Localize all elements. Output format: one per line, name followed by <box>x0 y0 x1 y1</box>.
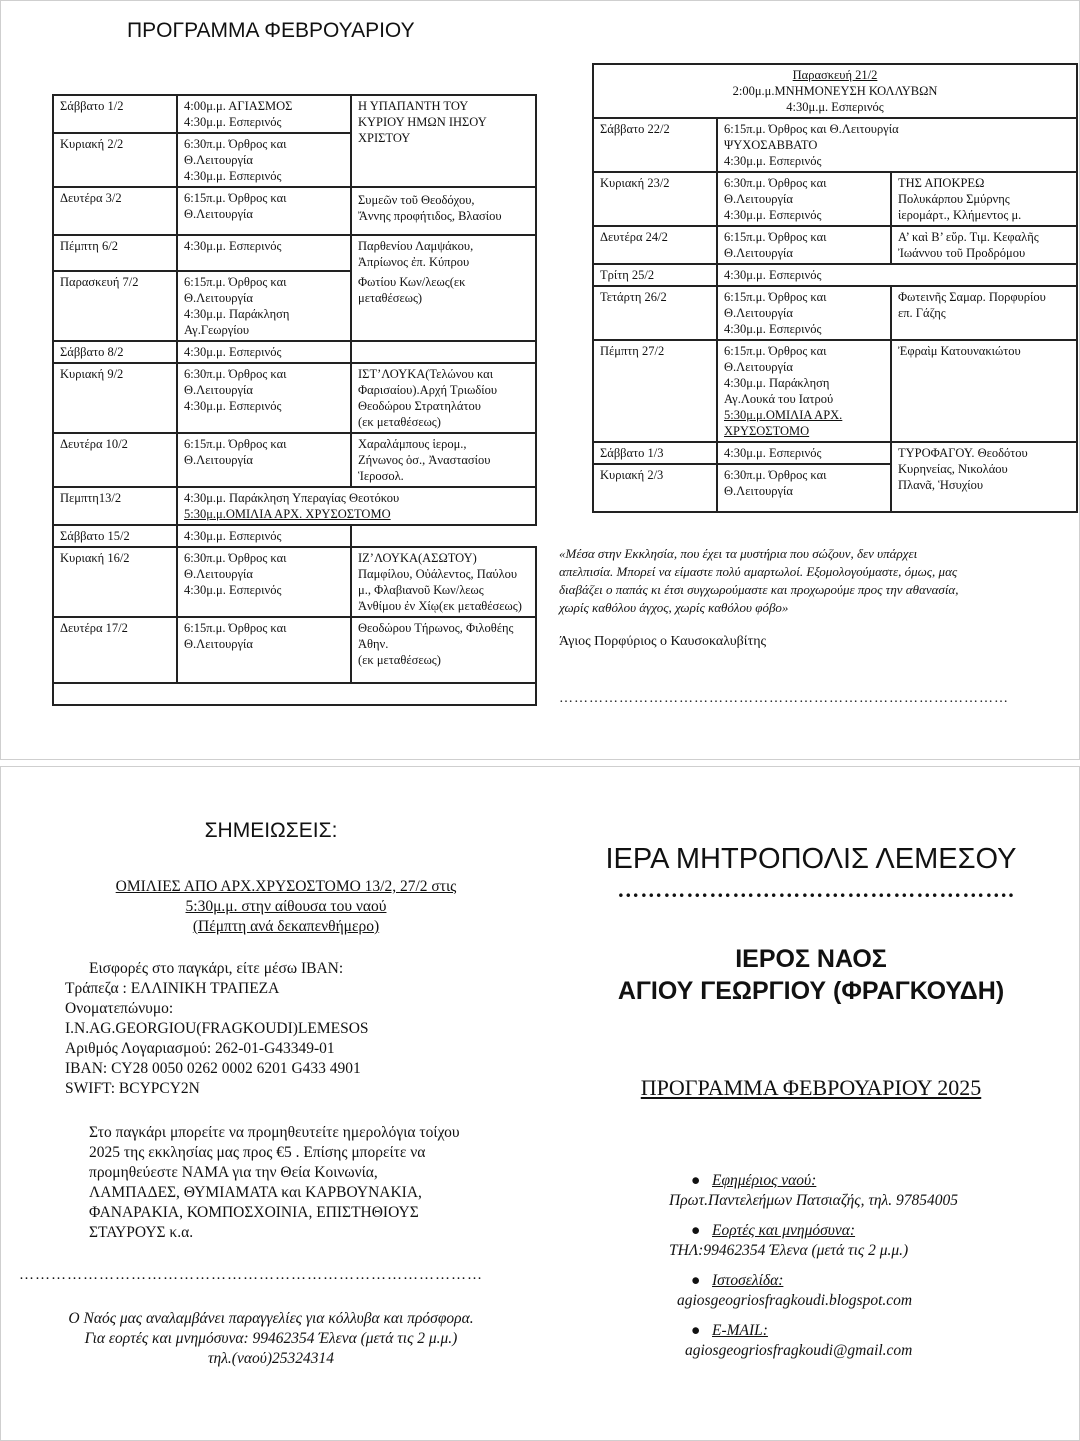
services-cell <box>177 95 351 133</box>
text-line: Φαρισαίου).Αρχή Τριωδίου <box>358 383 498 397</box>
text-line: 4:30μ.μ. Εσπερινός <box>724 446 822 460</box>
text-line: 6:15π.μ. Όρθρος και <box>724 290 827 304</box>
date-cell: Σάββατο 22/2 <box>593 118 717 172</box>
text-line: 6:15π.μ. Όρθρος και <box>184 437 287 451</box>
services-cell <box>177 235 351 271</box>
text-line: Θ.Λειτουργία <box>184 567 253 581</box>
text-line: 6:30π.μ. Όρθρος και <box>184 367 287 381</box>
date-cell: Πέμπτη 6/2 <box>53 235 177 271</box>
text-line: χωρίς καθόλου άγχος, χωρίς καθόλου φόβο» <box>559 600 789 615</box>
services-cell <box>177 341 351 363</box>
text-line: 4:00μ.μ. ΑΓΙΑΣΜΟΣ <box>184 99 293 113</box>
text-line: ΤΗΣ ΑΠΟΚΡΕΩ <box>898 176 985 190</box>
text-line: Θ.Λειτουργία <box>724 306 793 320</box>
contact-label: Εφημέριος ναού: <box>712 1172 817 1189</box>
text-line: Στο παγκάρι μπορείτε να προμηθευτείτε ημερολόγια τοίχου <box>89 1124 460 1141</box>
text-line: 4:30μ.μ. Εσπερινός <box>184 345 282 359</box>
text-line: 2:00μ.μ.ΜΝΗΜΟΝΕΥΣΗ ΚΟΛΛΥΒΩΝ <box>732 84 938 98</box>
program-title: ΠΡΟΓΡΑΜΜΑ ΦΕΒΡΟΥΑΡΙΟΥ 2025 <box>640 1075 982 1100</box>
date-cell: Δευτέρα 3/2 <box>53 187 177 235</box>
text-line: (εκ μεταθέσεως) <box>358 415 441 429</box>
text-line: Θ.Λειτουργία <box>184 291 253 305</box>
text-line: Κυρηνείας, Νικολάου <box>898 462 1008 476</box>
text-line: «Μέσα στην Εκκλησία, που έχει τα μυστήρια που σώζουν, δεν υπάρχει <box>559 546 918 561</box>
date-cell: Δευτέρα 10/2 <box>53 433 177 487</box>
text-line: Πλανᾶ, Ἡσυχίου <box>898 478 984 492</box>
table-row <box>53 683 536 705</box>
services-cell <box>177 547 351 617</box>
text-line: IBAN: CY28 0050 0262 0002 6201 G433 4901 <box>65 1060 361 1077</box>
orders-note <box>21 1309 521 1369</box>
table-row <box>593 64 1077 118</box>
date-cell: Σάββατο 1/2 <box>53 95 177 133</box>
table-row <box>53 341 536 363</box>
date-cell: Παρασκευή 7/2 <box>53 271 177 341</box>
services-cell <box>717 118 1077 172</box>
text-line: διαβάζει ο παπάς κι έτσι συγχωρούμαστε και προχωρούμε προς την αθανασία, <box>559 582 959 597</box>
metropolis-title: ΙΕΡΑ ΜΗΤΡΟΠΟΛΙΣ ΛΕΜΕΣΟΥ <box>605 843 1017 875</box>
feast-cell <box>891 340 1077 442</box>
text-line: Α’ καὶ Β’ εὕρ. Τιμ. Κεφαλῆς <box>898 230 1039 244</box>
text-line: 4:30μ.μ. Εσπερινός <box>724 154 822 168</box>
table-row <box>53 235 536 271</box>
church-name <box>561 943 1061 1007</box>
services-cell <box>177 271 351 341</box>
date-cell: Κυριακή 16/2 <box>53 547 177 617</box>
date-cell: Κυριακή 2/3 <box>593 464 717 512</box>
text-line: SWIFT: BCYPCY2N <box>65 1080 200 1097</box>
text-line: 6:15π.μ. Όρθρος και <box>184 191 287 205</box>
services-cell <box>717 340 891 442</box>
header-cell <box>593 64 1077 118</box>
date-cell: Πεμπτη13/2 <box>53 487 177 525</box>
table-row <box>593 226 1077 264</box>
text-line: Φωτίου Κων/λεως(εκ <box>358 275 466 289</box>
table-row <box>593 286 1077 340</box>
services-cell <box>177 133 351 187</box>
table-row <box>593 264 1077 286</box>
table-row <box>53 487 536 525</box>
date-cell: Τρίτη 25/2 <box>593 264 717 286</box>
table-row <box>53 95 536 133</box>
services-cell <box>177 617 351 683</box>
text-line: Παρθενίου Λαμψάκου, <box>358 239 474 253</box>
text-line: Ἀπρίωνος ἐπ. Κύπρου <box>358 255 470 269</box>
text-line: 6:30π.μ. Όρθρος και <box>184 551 287 565</box>
contact-label: Εορτές και μνημόσυνα: <box>712 1222 856 1239</box>
text-line: Ο Ναός μας αναλαμβάνει παραγγελίες για κόλλυβα και πρόσφορα. <box>68 1310 474 1327</box>
text-line: Ἀνθίμου ἐν Χίῳ(εκ μεταθέσεως) <box>358 599 522 613</box>
text-line: 4:30μ.μ. Εσπερινός <box>724 208 822 222</box>
dotted-separator: ……………………………………………………………………………… <box>559 691 1009 706</box>
text-line: ΧΡΥΣΟΣΤΟΜΟ <box>724 424 810 438</box>
text-line: ΤΥΡΟΦΑΓΟΥ. Θεοδότου <box>898 446 1028 460</box>
table-row <box>53 525 536 547</box>
table-row <box>53 363 536 433</box>
date-cell: Σάββατο 8/2 <box>53 341 177 363</box>
text-line: 4:30μ.μ. Εσπερινός <box>184 529 282 543</box>
feast-cell <box>891 286 1077 340</box>
services-cell <box>717 286 891 340</box>
table-row <box>53 187 536 235</box>
contact-value: ΤΗΛ:99462354 Έλενα (μετά τις 2 μ.μ.) <box>669 1242 909 1259</box>
text-line: 4:30μ.μ. Εσπερινός <box>184 583 282 597</box>
left-schedule-table <box>52 94 537 706</box>
text-line: προμηθεύεστε ΝΑΜΑ για την Θεία Κοινωνία, <box>89 1164 378 1181</box>
text-line: Αγ.Λουκά του Ιατρού <box>724 392 834 406</box>
feast-cell <box>351 235 536 341</box>
contact-email: ● E-MAIL: agiosgeogriosfragkoudi@gmail.com <box>669 1321 1059 1361</box>
services-cell <box>717 442 891 464</box>
text-line: επ. Γάζης <box>898 306 946 320</box>
email-link[interactable]: agiosgeogriosfragkoudi@gmail.com <box>685 1342 913 1359</box>
text-line: 5:30μ.μ.ΟΜΙΛΙΑ ΑΡΧ. <box>724 408 843 422</box>
text-line: Η ΥΠΑΠΑΝΤΗ ΤΟΥ <box>358 99 469 113</box>
text-line: Ονοματεπώνυμο: <box>65 1000 174 1017</box>
feast-cell <box>351 547 536 617</box>
shop-note <box>89 1123 460 1243</box>
website-link[interactable]: agiosgeogriosfragkoudi.blogspot.com <box>677 1292 913 1309</box>
text-line: Θ.Λειτουργία <box>724 484 793 498</box>
text-line: Αγ.Γεωργίου <box>184 323 250 337</box>
feast-cell <box>891 442 1077 512</box>
text-line: Ζήνωνος ὁσ., Ἀναστασίου <box>358 453 491 467</box>
text-line: Θ.Λειτουργία <box>184 153 253 167</box>
contact-label: Ιστοσελίδα: <box>712 1272 784 1289</box>
text-line: απελπισία. Μπορεί να είμαστε πολύ αμαρτωλοί. Εξομολογούμαστε, όμως, μας <box>559 564 958 579</box>
table-row <box>53 433 536 487</box>
table-row <box>593 442 1077 464</box>
services-cell <box>717 226 891 264</box>
date-cell: Πέμπτη 27/2 <box>593 340 717 442</box>
text-line: 4:30μ.μ. Εσπερινός <box>724 322 822 336</box>
services-cell <box>177 187 351 235</box>
text-line: 4:30μ.μ. Εσπερινός <box>184 399 282 413</box>
quote-text <box>559 545 1069 617</box>
text-line: 6:30π.μ. Όρθρος και <box>724 468 827 482</box>
text-line: 4:30μ.μ. Εσπερινός <box>724 268 822 282</box>
text-line: ΣΤΑΥΡΟΥΣ κ.α. <box>89 1224 194 1241</box>
text-line: 6:30π.μ. Όρθρος και <box>724 176 827 190</box>
feast-cell <box>351 187 536 235</box>
text-line: Θ.Λειτουργία <box>184 637 253 651</box>
services-cell <box>717 464 891 512</box>
services-cell <box>177 487 536 525</box>
right-schedule-table <box>592 63 1078 513</box>
contact-label: E-MAIL: <box>712 1322 768 1339</box>
text-line: ΙΖ’ΛΟΥΚΑ(ΑΣΩΤΟΥ) <box>358 551 477 565</box>
text-line: Θεοδώρου Τήρωνος, Φιλοθέης <box>358 621 514 635</box>
table-row <box>53 547 536 617</box>
text-line: Αριθμός Λογαριασμού: 262-01-G43349-01 <box>65 1040 335 1057</box>
text-line: ΛΑΜΠΑΔΕΣ, ΘΥΜΙΑΜΑΤΑ και ΚΑΡΒΟΥΝΑΚΙΑ, <box>89 1184 422 1201</box>
text-line: 5:30μ.μ. στην αίθουσα του ναού <box>185 898 387 915</box>
homilies-note <box>21 877 551 937</box>
feast-cell <box>351 363 536 433</box>
info-page <box>0 766 1080 1441</box>
text-line: ΚΥΡΙΟΥ ΗΜΩΝ ΙΗΣΟΥ <box>358 115 487 129</box>
contacts-list <box>669 1171 1059 1361</box>
text-line: ΧΡΙΣΤΟΥ <box>358 131 411 145</box>
text-line: Ἰωάννου τοῦ Προδρόμου <box>898 246 1026 260</box>
quote-author: Άγιος Πορφύριος ο Καυσοκαλυβίτης <box>559 634 767 649</box>
text-line: Θ.Λειτουργία <box>184 383 253 397</box>
date-cell: Δευτέρα 24/2 <box>593 226 717 264</box>
church-line-1: ΙΕΡΟΣ ΝΑΟΣ <box>735 945 887 973</box>
feast-cell <box>351 433 536 487</box>
date-cell: Κυριακή 2/2 <box>53 133 177 187</box>
services-cell <box>177 363 351 433</box>
text-line: 2025 της εκκλησίας μας προς €5 . Επίσης μπορείτε να <box>89 1144 426 1161</box>
text-line: 6:15π.μ. Όρθρος και <box>184 621 287 635</box>
contact-website: ● Ιστοσελίδα: agiosgeogriosfragkoudi.blogspot.com <box>669 1271 1059 1311</box>
date-cell: Σάββατο 15/2 <box>53 525 177 547</box>
blank-cell <box>351 525 536 547</box>
text-line: 6:15π.μ. Όρθρος και <box>724 344 827 358</box>
feast-cell <box>351 341 536 363</box>
text-line: Θ.Λειτουργία <box>184 453 253 467</box>
feast-text <box>358 238 529 270</box>
text-line: Συμεῶν τοῦ Θεοδόχου, <box>358 193 475 207</box>
bank-details <box>65 979 369 1099</box>
text-line: 4:30μ.μ. Παράκληση <box>724 376 830 390</box>
feast-cell <box>351 95 536 187</box>
text-line: 6:15π.μ. Όρθρος και <box>184 275 287 289</box>
text-line: Φωτεινῆς Σαμαρ. Πορφυρίου <box>898 290 1046 304</box>
text-line: Ἱεροσολ. <box>358 469 404 483</box>
text-line: 6:15π.μ. Όρθρος και <box>724 230 827 244</box>
services-cell <box>717 172 891 226</box>
text-line: Θ.Λειτουργία <box>184 207 253 221</box>
table-row <box>593 172 1077 226</box>
text-line: 6:15π.μ. Όρθρος και Θ.Λειτουργία <box>724 122 899 136</box>
text-line: 4:30μ.μ. Εσπερινός <box>184 169 282 183</box>
empty-row <box>53 683 536 705</box>
text-line: Ἐφραὶμ Κατουνακιώτου <box>898 344 1021 358</box>
text-line: Θ.Λειτουργία <box>724 246 793 260</box>
text-line: 4:30μ.μ. Παράκληση Υπεραγίας Θεοτόκου <box>184 491 400 505</box>
text-line: τηλ.(ναού)25324314 <box>207 1350 335 1367</box>
feast-cell <box>891 172 1077 226</box>
text-line: (εκ μεταθέσεως) <box>358 653 441 667</box>
notes-title: ΣΗΜΕΙΩΣΕΙΣ: <box>204 819 338 842</box>
bank-intro: Εισφορές στο παγκάρι, είτε μέσω IBAN: <box>89 960 344 977</box>
page-title: ΠΡΟΓΡΑΜΜΑ ΦΕΒΡΟΥΑΡΙΟΥ <box>127 19 415 42</box>
date-cell: Κυριακή 23/2 <box>593 172 717 226</box>
text-line: 4:30μ.μ. Εσπερινός <box>184 239 282 253</box>
services-cell <box>177 433 351 487</box>
text-line: I.N.AG.GEORGIOU(FRAGKOUDI)LEMESOS <box>65 1020 369 1037</box>
table-row <box>593 340 1077 442</box>
text-line: ΦΑΝΑΡΑΚΙΑ, ΚΟΜΠΟΣΧΟΙΝΙΑ, ΕΠΙΣΤΗΘΙΟΥΣ <box>89 1204 419 1221</box>
quote-block <box>559 545 1069 617</box>
date-cell: Κυριακή 9/2 <box>53 363 177 433</box>
contact-value: Πρωτ.Παντελεήμων Πατσιαζής, τηλ. 97854005 <box>669 1192 959 1209</box>
contact-events: ● Εορτές και μνημόσυνα: ΤΗΛ:99462354 Έλενα (μετά τις 2 μ.μ.) <box>669 1221 1059 1261</box>
date-cell: Δευτέρα 17/2 <box>53 617 177 683</box>
text-line: Χαραλάμπους ἱερομ., <box>358 437 467 451</box>
text-line: Ἀθην. <box>358 637 389 651</box>
text-line: Πολυκάρπου Σμύρνης <box>898 192 1010 206</box>
text-line: μ., Φλαβιανοῦ Κων/λεως <box>358 583 484 597</box>
text-line: ΙΣΤ’ΛΟΥΚΑ(Τελώνου και <box>358 367 494 381</box>
text-line: 4:30μ.μ. Εσπερινός <box>786 100 884 114</box>
dotted-separator: …………………………………………………………………………… <box>19 1267 483 1283</box>
text-line: μεταθέσεως) <box>358 291 423 305</box>
table-row <box>53 617 536 683</box>
services-cell <box>717 264 1077 286</box>
text-line: 4:30μ.μ. Παράκληση <box>184 307 290 321</box>
text-line: Παμφίλου, Οὐάλεντος, Παύλου <box>358 567 518 581</box>
text-line: Θ.Λειτουργία <box>724 192 793 206</box>
date-cell: Τετάρτη 26/2 <box>593 286 717 340</box>
church-line-2: ΑΓΙΟΥ ΓΕΩΡΓΙΟΥ (ΦΡΑΓΚΟΥΔΗ) <box>617 977 1005 1005</box>
feast-cell <box>891 226 1077 264</box>
text-line: (Πέμπτη ανά δεκαπενθήμερο) <box>192 918 380 935</box>
table-row <box>593 118 1077 172</box>
text-line: ἱερομάρτ., Κλήμεντος μ. <box>898 208 1022 222</box>
text-line: Για εορτές και μνημόσυνα: 99462354 Έλενα (μετά τις 2 μ.μ.) <box>84 1330 458 1347</box>
text-line: Θ.Λειτουργία <box>724 360 793 374</box>
text-line: ΟΜΙΛΙΕΣ ΑΠΟ ΑΡΧ.ΧΡΥΣΟΣΤΟΜΟ 13/2, 27/2 στις <box>115 878 457 895</box>
feast-cell <box>351 617 536 683</box>
text-line: Ἄννης προφήτιδος, Βλασίου <box>358 209 502 223</box>
text-line: 4:30μ.μ. Εσπερινός <box>184 115 282 129</box>
contact-priest: ● Εφημέριος ναού: Πρωτ.Παντελεήμων Πατσιαζής, τηλ. 97854005 <box>669 1171 1059 1211</box>
text-line: ΨΥΧΟΣΑΒΒΑΤΟ <box>724 138 818 152</box>
text-line: Θεοδώρου Στρατηλάτου <box>358 399 481 413</box>
text-line: Παρασκευή 21/2 <box>792 68 878 82</box>
text-line: 5:30μ.μ.ΟΜΙΛΙΑ ΑΡΧ. ΧΡΥΣΟΣΤΟΜΟ <box>184 507 391 521</box>
text-line: Τράπεζα : ΕΛΛΙΝΙΚΗ ΤΡΑΠΕΖΑ <box>65 980 280 997</box>
text-line: 6:30π.μ. Όρθρος και <box>184 137 287 151</box>
date-cell: Σάββατο 1/3 <box>593 442 717 464</box>
feast-text <box>358 274 529 306</box>
cover-dots: ……………………………………………. <box>617 877 1015 902</box>
services-cell <box>177 525 351 547</box>
